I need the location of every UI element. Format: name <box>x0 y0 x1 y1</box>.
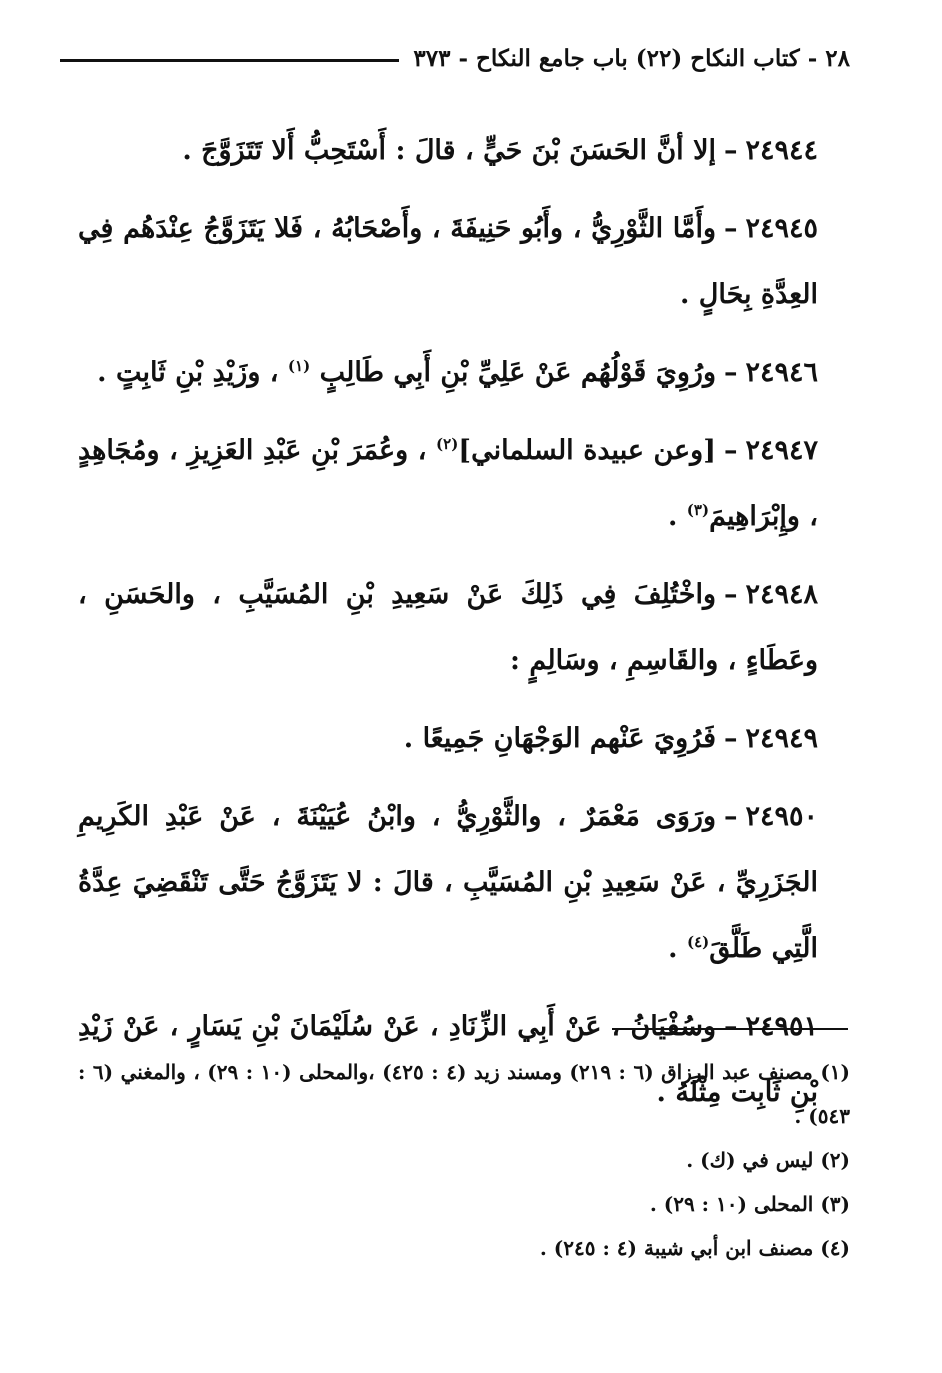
paragraph-text: ورُوِيَ قَوْلُهُم عَنْ عَلِيِّ بْنِ أَبِي طَالِبٍ <box>319 357 716 388</box>
paragraph-text-after: ، وعُمَرَ بْنِ عَبْدِ العَزِيزِ ، ومُجَاهِدٍ ، وإِبْرَاهِيمَ <box>78 435 818 532</box>
paragraph-24944 <box>78 118 818 184</box>
footnote-4: (٤) مصنف ابن أبي شيبة (٤ : ٢٤٥) . <box>539 1236 850 1260</box>
dash: – <box>723 801 738 832</box>
paragraph-text: وسُفْيَانُ ، عَنْ أَبِي الزِّنَادِ ، عَنْ سُلَيْمَانَ بْنِ يَسَارٍ ، عَنْ زَيْدِ بْنِ ثَابِت مِثْلَهُ . <box>78 1011 818 1108</box>
paragraph-text: ورَوَى مَعْمَرٌ ، والثَّوْرِيُّ ، وابْنُ عُيَيْنَةَ ، عَنْ عَبْدِ الكَرِيمِ الجَزَرِيِّ ، عَنْ سَعِيدِ بْنِ المُسَيَّبِ ، قالَ : لا يَتَزَوَّجُ حَتَّى تَنْقَضِيَ عِدَّةُ الَّتِي طَلَّقَ <box>78 801 818 964</box>
dash: – <box>723 579 738 610</box>
paragraph-text: فَرُوِيَ عَنْهم الوَجْهَانِ جَمِيعًا . <box>403 723 716 754</box>
dash: – <box>723 1011 738 1042</box>
paragraph-24950 <box>78 784 818 982</box>
paragraph-number: ٢٤٩٤٧ <box>745 435 818 466</box>
paragraph-text: وأَمَّا الثَّوْرِيُّ ، وأَبُو حَنِيفَةَ ، وأَصْحَابُهُ ، فَلا يَتَزَوَّجُ عِنْدَهُم فِي العِدَّةِ بِحَالٍ . <box>78 213 818 310</box>
paragraph-text-after: . <box>668 933 678 964</box>
dash: – <box>723 723 738 754</box>
dash: – <box>723 357 738 388</box>
main-text <box>78 118 818 1138</box>
dash: – <box>723 135 738 166</box>
paragraph-number: ٢٤٩٤٥ <box>745 213 818 244</box>
paragraph-24946 <box>78 340 818 406</box>
dash: – <box>723 435 738 466</box>
footnote-ref-1: (١) <box>287 357 311 375</box>
paragraph-text: واخْتُلِفَ فِي ذَلِكَ عَنْ سَعِيدِ بْنِ المُسَيَّبِ ، والحَسَنِ ، وعَطَاءٍ ، والقَاسِمِ ، وسَالِمٍ : <box>78 579 818 676</box>
paragraph-24948 <box>78 562 818 694</box>
paragraph-24947 <box>78 418 818 550</box>
paragraph-number: ٢٤٩٤٨ <box>745 579 818 610</box>
header-title: ٢٨ - كتاب النكاح (٢٢) باب جامع النكاح - ٣٧٣ <box>413 44 850 72</box>
paragraph-number: ٢٤٩٤٦ <box>745 357 818 388</box>
paragraph-24949 <box>78 706 818 772</box>
running-header <box>60 38 850 78</box>
footnote-ref-3: (٣) <box>686 501 710 519</box>
paragraph-text: إلا أنَّ الحَسَنَ بْنَ حَيٍّ ، قالَ : أَسْتَحِبُّ أَلا تَتَزَوَّجَ . <box>182 135 716 166</box>
paragraph-number: ٢٤٩٥٠ <box>745 801 818 832</box>
paragraph-number: ٢٤٩٤٤ <box>745 135 818 166</box>
paragraph-text: [وعن عبيدة السلماني] <box>458 435 716 466</box>
footnote-separator <box>612 1028 848 1030</box>
footnotes <box>78 1050 850 1270</box>
footnote-2: (٢) ليس في (ك) . <box>686 1148 850 1172</box>
dash: – <box>723 213 738 244</box>
footnote-1: (١) مصنف عبد الرزاق (٦ : ٢١٩) ومسند زيد (٤ : ٤٢٥) ،والمحلى (١٠ : ٢٩) ، والمغني (٦ : ٥٤٣) . <box>78 1060 851 1128</box>
header-rule <box>60 59 399 62</box>
paragraph-number: ٢٤٩٤٩ <box>745 723 818 754</box>
footnote-ref-4: (٤) <box>686 933 710 951</box>
paragraph-text-after: ، وزَيْدِ بْنِ ثَابِتٍ . <box>97 357 279 388</box>
paragraph-text-end: . <box>667 501 678 532</box>
footnote-ref-2: (٢) <box>436 435 459 453</box>
paragraph-number: ٢٤٩٥١ <box>745 1011 818 1042</box>
paragraph-24945 <box>78 196 818 328</box>
footnote-3: (٣) المحلى (١٠ : ٢٩) . <box>649 1192 850 1216</box>
